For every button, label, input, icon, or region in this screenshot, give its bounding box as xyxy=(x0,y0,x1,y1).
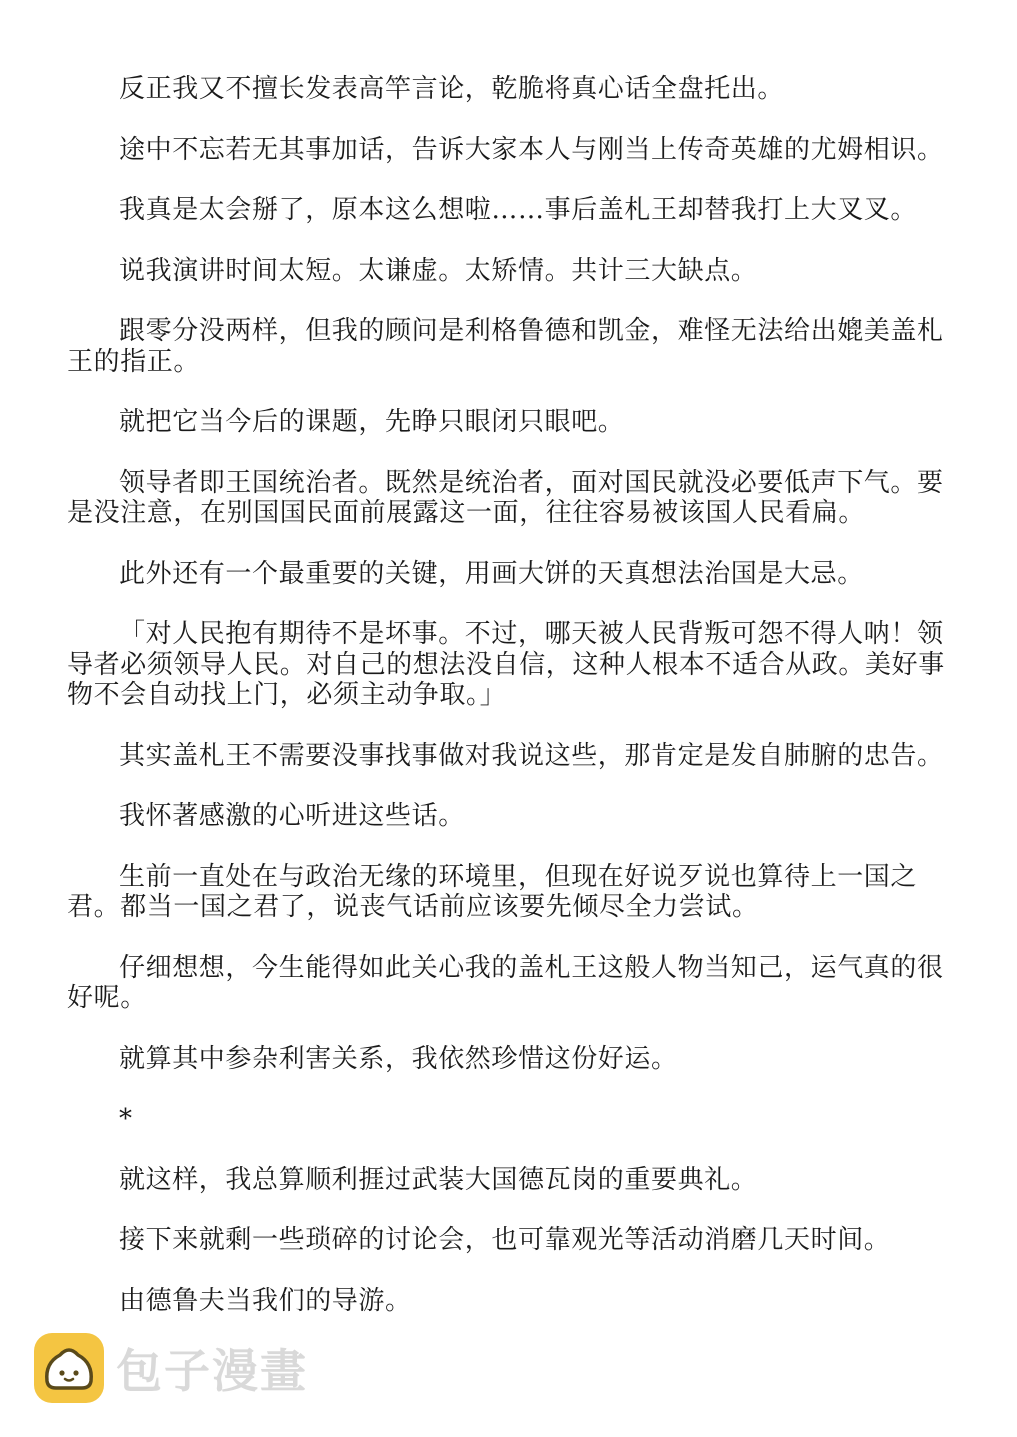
watermark xyxy=(34,1332,308,1404)
paragraph: 接下来就剩一些琐碎的讨论会，也可靠观光等活动消磨几天时间。 xyxy=(119,1225,891,1255)
paragraph: 我真是太会掰了，原本这么想啦……事后盖札王却替我打上大叉叉。 xyxy=(119,195,918,225)
paragraph: 就这样，我总算顺利捱过武装大国德瓦岗的重要典礼。 xyxy=(119,1164,758,1195)
text-page xyxy=(67,74,947,1346)
paragraph: 其实盖札王不需要没事找事做对我说这些，那肯定是发自肺腑的忠告。 xyxy=(119,740,944,771)
paragraph: 此外还有一个最重要的关键，用画大饼的天真想法治国是大忌。 xyxy=(119,558,864,589)
quote-paragraph: 「对人民抱有期待不是坏事。不过，哪天被人民背叛可怨不得人呐！领导者必须领导人民。对自己的想法没自信，这种人根本不适合从政。美好事物不会自动找上门，必须主动争取。」 xyxy=(67,619,945,710)
paragraph: 反正我又不擅长发表高竿言论，乾脆将真心话全盘托出。 xyxy=(119,74,785,104)
paragraph: 由德鲁夫当我们的导游。 xyxy=(119,1285,412,1316)
paragraph: 就算其中参杂利害关系，我依然珍惜这份好运。 xyxy=(119,1043,678,1074)
paragraph: 跟零分没两样，但我的顾问是利格鲁德和凯金，难怪无法给出媲美盖札王的指正。 xyxy=(67,316,944,377)
bun-logo-icon xyxy=(34,1333,104,1403)
paragraph: 领导者即王国统治者。既然是统治者，面对国民就没必要低声下气。要是没注意，在别国国民面前展露这一面，往往容易被该国人民看扁。 xyxy=(67,467,944,528)
watermark-text: 包子漫畫 xyxy=(116,1344,308,1398)
paragraph: 生前一直处在与政治无缘的环境里，但现在好说歹说也算待上一国之君。都当一国之君了，说丧气话前应该要先倾尽全力尝试。 xyxy=(67,861,918,922)
paragraph: 仔细想想，今生能得如此关心我的盖札王这般人物当知己，运气真的很好呢。 xyxy=(67,952,944,1013)
paragraph: 就把它当今后的课题，先睁只眼闭只眼吧。 xyxy=(119,407,625,437)
paragraph: 我怀著感激的心听进这些话。 xyxy=(119,801,465,831)
paragraph: 说我演讲时间太短。太谦虚。太矫情。共计三大缺点。 xyxy=(119,255,758,286)
scene-break: * xyxy=(119,1104,133,1134)
paragraph: 途中不忘若无其事加话，告诉大家本人与刚当上传奇英雄的尤姆相识。 xyxy=(119,134,944,165)
